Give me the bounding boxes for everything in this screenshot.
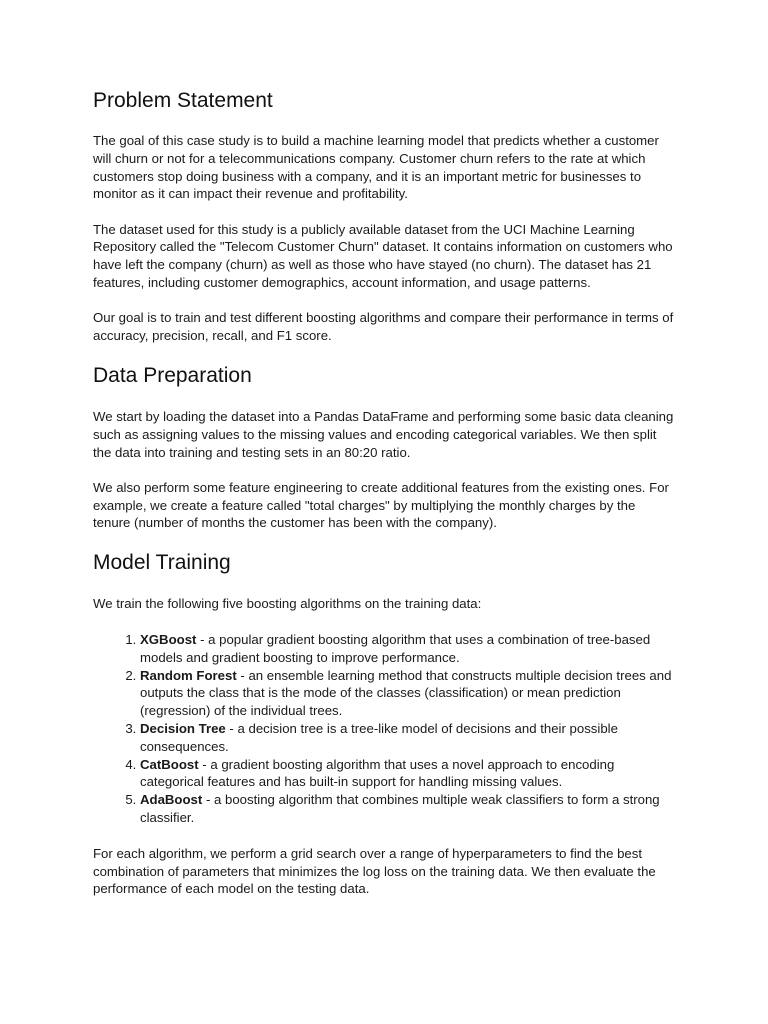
algorithm-description: - a decision tree is a tree-like model of decisions and their possible consequences. (140, 721, 618, 754)
model-training-intro: We train the following five boosting algorithms on the training data: (93, 596, 482, 612)
algorithm-name: Random Forest (140, 667, 237, 683)
list-item (140, 791, 676, 827)
algorithm-description: - a boosting algorithm that combines multiple weak classifiers to form a strong classifier. (140, 792, 660, 826)
algorithm-name: CatBoost (140, 756, 199, 772)
data-prep-paragraph-1: We start by loading the dataset into a Pandas DataFrame and performing some basic data cleaning such as assigning values to the missing values and encoding categorical variables. We then split the data into training and testing sets in an 80:20 ratio. (93, 408, 674, 460)
list-item (140, 631, 676, 667)
algorithm-list (93, 631, 676, 827)
algorithm-description: - an ensemble learning method that constructs multiple decision trees and outputs the class that is the mode of the classes (classification) or mean prediction (regression) of the individual trees. (140, 667, 672, 719)
heading-problem-statement: Problem Statement (93, 89, 273, 112)
algorithm-description: - a gradient boosting algorithm that uses a novel approach to encoding categorical features and has built-in support for handling missing values. (140, 756, 615, 790)
algorithm-name: AdaBoost (140, 792, 203, 808)
list-item (140, 720, 676, 756)
algorithm-name: Decision Tree (140, 721, 226, 737)
data-prep-paragraph-2: We also perform some feature engineering to create additional features from the existing ones. For example, we create a feature called "total charges" by multiplying the monthly charges by the tenure (number of months the customer has been with the company). (93, 479, 669, 531)
list-item (140, 756, 676, 792)
problem-paragraph-1: The goal of this case study is to build a machine learning model that predicts whether a customer will churn or not for a telecommunications company. Customer churn refers to the rate at which customers stop doing business with a company, and it is an important metric for businesses to monitor as it can impact their revenue and profitability. (93, 133, 659, 202)
heading-data-preparation: Data Preparation (93, 363, 252, 387)
problem-paragraph-2: The dataset used for this study is a publicly available dataset from the UCI Machine Learning Repository called the "Telecom Customer Churn" dataset. It contains information on customers who have left the company (churn) as well as those who have stayed (no churn). The dataset has 21 features, including customer demographics, account information, and usage patterns. (93, 221, 673, 291)
problem-paragraph-3: Our goal is to train and test different boosting algorithms and compare their performance in terms of accuracy, precision, recall, and F1 score. (93, 310, 674, 344)
algorithm-description: - a popular gradient boosting algorithm that uses a combination of tree-based models and gradient boosting to improve performance. (140, 632, 651, 665)
heading-model-training: Model Training (93, 551, 231, 575)
algorithm-name: XGBoost (140, 632, 197, 648)
list-item (140, 667, 676, 720)
model-training-closing: For each algorithm, we perform a grid search over a range of hyperparameters to find the best combination of parameters that minimizes the log loss on the training data. We then evaluate the performance of each model on the testing data. (93, 845, 656, 897)
